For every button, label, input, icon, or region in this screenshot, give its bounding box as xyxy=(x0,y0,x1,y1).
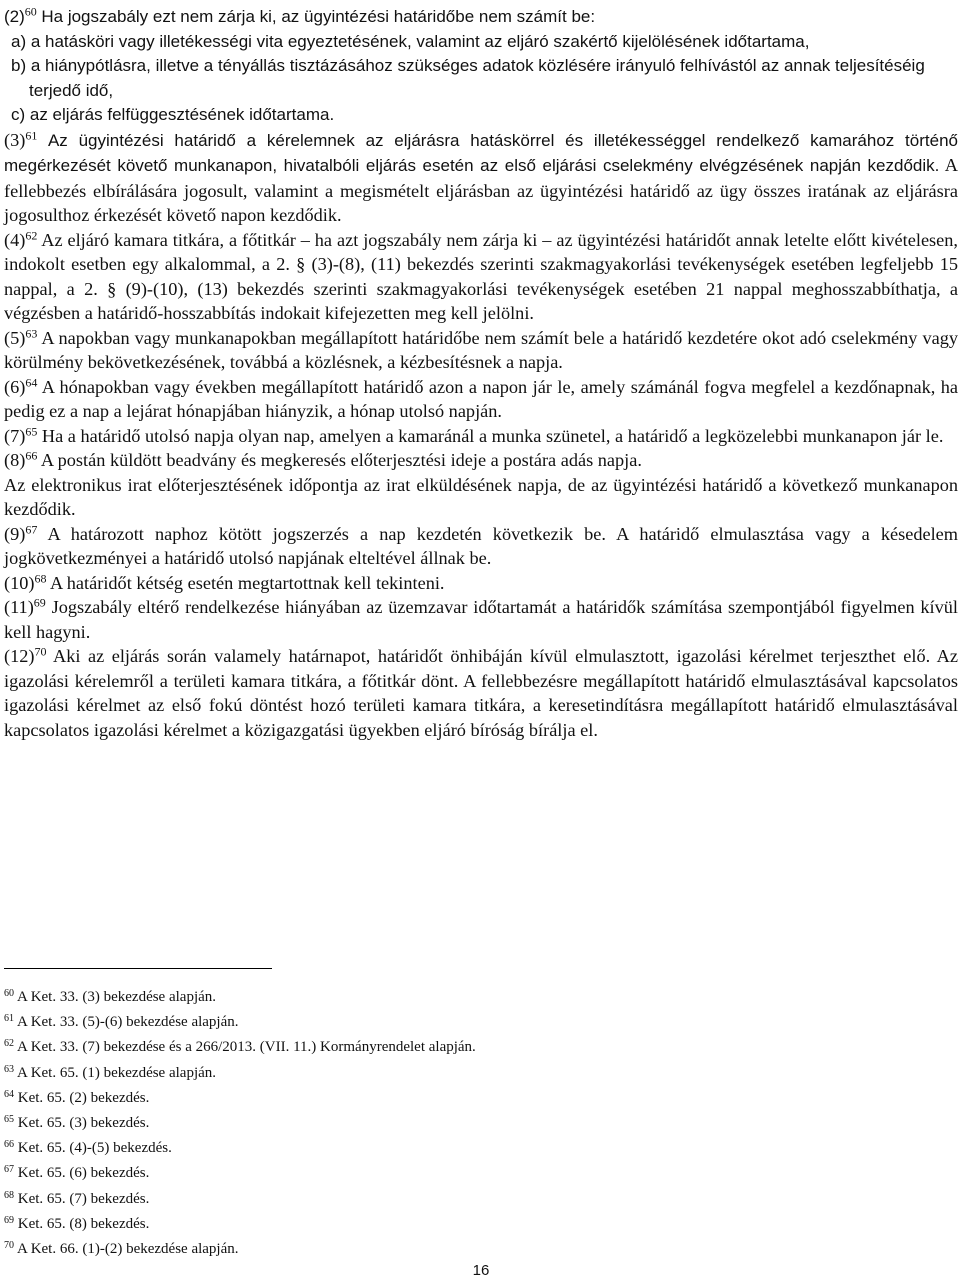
paragraph-text: A postán küldött beadvány és megkeresés előterjesztési ideje a postára adás napja. xyxy=(40,450,642,470)
footnote-number: 64 xyxy=(4,1088,14,1100)
paragraph-text: A hónapokban vagy években megállapított határidő azon a napon jár le, amely számánál fogva megfelel a kezdőnapnak, ha pedig ez a nap a lejárat hónapjában hiányzik, a hónap utolsó napján. xyxy=(4,376,959,421)
list-item: c) az eljárás felfüggesztésének időtartama. xyxy=(11,105,335,124)
paragraph-number: (6) xyxy=(4,376,26,397)
footnote-text: Ket. 65. (3) bekezdés. xyxy=(17,1115,150,1132)
footnote-number: 68 xyxy=(4,1189,14,1201)
footnote-ref: 70 xyxy=(34,644,47,659)
document-body xyxy=(4,4,958,742)
footnote xyxy=(4,985,476,1010)
paragraph-text: Az eljáró kamara titkára, a főtitkár – ha azt jogszabály nem zárja ki – az ügyintézési határidőt annak letelte előtt kivételesen, indokolt esetben egy alkalommal, a 2. § (3)-(8), (11) bekezdés szerinti szakmagyakorlási tevékenységek esetében legfeljebb 15 nappal, a 2. § (9)-(10), (13) bekezdés szerinti szakmagyakorlási tevékenységek esetében 21 nappal meghosszabbíthatja, a végzésben a határidő-hosszabbítás indokait kifejezetten meg kell jelölni. xyxy=(4,229,958,323)
footnote xyxy=(4,1061,476,1086)
paragraph-8-continued: Az elektronikus irat előterjesztésének időpontja az irat elküldésének napja, de az ügyintézési határidő a következő munkanapon kezdődik. xyxy=(4,474,958,519)
paragraph-6 xyxy=(4,375,958,424)
footnote-ref: 68 xyxy=(34,570,47,585)
paragraph-number: (7) xyxy=(4,425,26,446)
footnote xyxy=(4,1187,476,1212)
paragraph-number: (8) xyxy=(4,450,26,470)
footnote-text: Ket. 65. (7) bekezdés. xyxy=(17,1190,150,1207)
paragraph-4 xyxy=(4,228,958,326)
footnote-ref: 64 xyxy=(25,374,38,389)
footnote-number: 67 xyxy=(4,1164,14,1176)
footnote-number: 61 xyxy=(4,1013,14,1025)
paragraph-number: (12) xyxy=(4,646,35,666)
footnote-number: 62 xyxy=(4,1038,14,1050)
footnote-text: A Ket. 33. (5)-(6) bekezdése alapján. xyxy=(16,1014,239,1031)
paragraph-3 xyxy=(4,128,958,228)
paragraph-number: (5) xyxy=(4,327,26,348)
footnote-number: 66 xyxy=(4,1139,14,1151)
paragraph-text: A határidőt kétség esetén megtartottnak kell tekinteni. xyxy=(50,572,445,593)
paragraph-12 xyxy=(4,644,958,742)
list-item: a) a hatásköri vagy illetékességi vita egyeztetésének, valamint az eljáró szakértő kijelölésének időtartama, xyxy=(11,31,810,51)
footnote-number: 70 xyxy=(4,1240,14,1252)
footnote-ref: 62 xyxy=(25,227,38,242)
footnote-number: 60 xyxy=(4,988,14,999)
paragraph-text: Ha jogszabály ezt nem zárja ki, az ügyintézési határidőbe nem számít be: xyxy=(41,7,596,26)
footnote xyxy=(4,1212,476,1237)
paragraph-number: (2) xyxy=(4,7,25,26)
page-number: 16 xyxy=(472,1262,490,1279)
paragraph-2 xyxy=(4,4,958,30)
footnote-ref: 67 xyxy=(25,521,38,536)
footnote xyxy=(4,1035,476,1060)
footnote xyxy=(4,1161,476,1186)
footnote xyxy=(4,1010,476,1035)
footnote-ref: 69 xyxy=(33,595,46,610)
paragraph-number: (9) xyxy=(4,523,26,544)
footnote-text: A Ket. 65. (1) bekezdése alapján. xyxy=(16,1064,217,1081)
paragraph-11 xyxy=(4,595,958,644)
footnotes xyxy=(4,985,476,1262)
footnote-ref: 66 xyxy=(25,448,38,463)
footnote-separator xyxy=(4,968,272,969)
paragraph-text: Ha a határidő utolsó napja olyan nap, amelyen a kamaránál a munka szünetel, a határidő a legközelebbi munkanapon jár le. xyxy=(41,425,944,446)
paragraph-text: Jogszabály eltérő rendelkezése hiányában az üzemzavar időtartamát a határidők számítása szempontjából figyelmen kívül kell hagyni. xyxy=(4,597,958,642)
footnote-text: Ket. 65. (4)-(5) bekezdés. xyxy=(17,1140,172,1157)
list-item: b) a hiánypótlásra, illetve a tényállás tisztázásához szükséges adatok közlésére irányuló felhívástól az annak teljesítéséig terjedő idő, xyxy=(11,56,925,100)
paragraph-7 xyxy=(4,424,958,449)
paragraph-5 xyxy=(4,326,958,375)
footnote-ref: 61 xyxy=(25,127,38,142)
paragraph-10 xyxy=(4,571,958,596)
paragraph-number: (10) xyxy=(4,572,35,593)
footnote-text: Ket. 65. (2) bekezdés. xyxy=(17,1089,150,1106)
paragraph-9 xyxy=(4,522,958,571)
footnote-text: A Ket. 33. (7) bekezdése és a 266/2013. (VII. 11.) Kormányrendelet alapján. xyxy=(16,1039,476,1056)
footnote xyxy=(4,1111,476,1136)
footnote-ref: 65 xyxy=(25,423,38,438)
paragraph-text: Az ügyintézési határidő a kérelemnek az eljárásra hatáskörrel és illetékességgel rendelkező kamarához történő megérkezését követő munkanapon, hivatalbóli eljárás esetén az első eljárási cselekmény elvégzésének napján kezdődik. xyxy=(4,130,958,175)
footnote-text: Ket. 65. (8) bekezdés. xyxy=(17,1215,150,1232)
paragraph-number: (11) xyxy=(4,597,34,617)
footnote-text: Ket. 65. (6) bekezdés. xyxy=(17,1165,150,1182)
footnote xyxy=(4,1237,476,1262)
paragraph-text: A fellebbezés elbírálására jogosult, valamint a megismételt eljárásban az ügyintézési határidő az ügy összes iratának az eljárásra jogosulthoz érkezését követő napon kezdődik. xyxy=(4,155,958,225)
paragraph-text: A napokban vagy munkanapokban megállapított határidőbe nem számít bele a határidő kezdetére okot adó cselekmény vagy körülmény bekövetkezésének, továbbá a közlésnek, a kézbesítésnek a napja. xyxy=(4,327,958,372)
paragraph-text: Aki az eljárás során valamely határnapot, határidőt önhibáján kívül elmulasztott, igazolási kérelmet terjeszthet elő. Az igazolási kérelemről a területi kamara titkára, a főtitkár dönt. A fellebbezésre megállapított határidő elmulasztásával kapcsolatos igazolási kérelmet az első fokú döntést hozó területi kamara titkára, a keresetindításra megállapított határidő elmulasztásával kapcsolatos igazolási kérelmet a közigazgatási ügyekben eljáró bíróság bírálja el. xyxy=(4,646,958,740)
footnote-ref: 63 xyxy=(25,325,38,340)
paragraph-number: (3) xyxy=(4,129,26,150)
footnote-ref: 60 xyxy=(24,4,37,19)
footnote-number: 65 xyxy=(4,1114,14,1126)
paragraph-text: A határozott naphoz kötött jogszerzés a nap kezdetén következik be. A határidő elmulasztása vagy a késedelem jogkövetkezményei a határidő utolsó napjának elteltével állnak be. xyxy=(4,523,958,568)
footnote-text: A Ket. 66. (1)-(2) bekezdése alapján. xyxy=(16,1241,239,1258)
footnote xyxy=(4,1136,476,1161)
paragraph-number: (4) xyxy=(4,229,26,250)
footnote xyxy=(4,1086,476,1111)
paragraph-8 xyxy=(4,448,958,473)
footnote-text: A Ket. 33. (3) bekezdése alapján. xyxy=(16,989,217,1005)
footnote-number: 69 xyxy=(4,1214,14,1226)
footnote-number: 63 xyxy=(4,1063,14,1075)
